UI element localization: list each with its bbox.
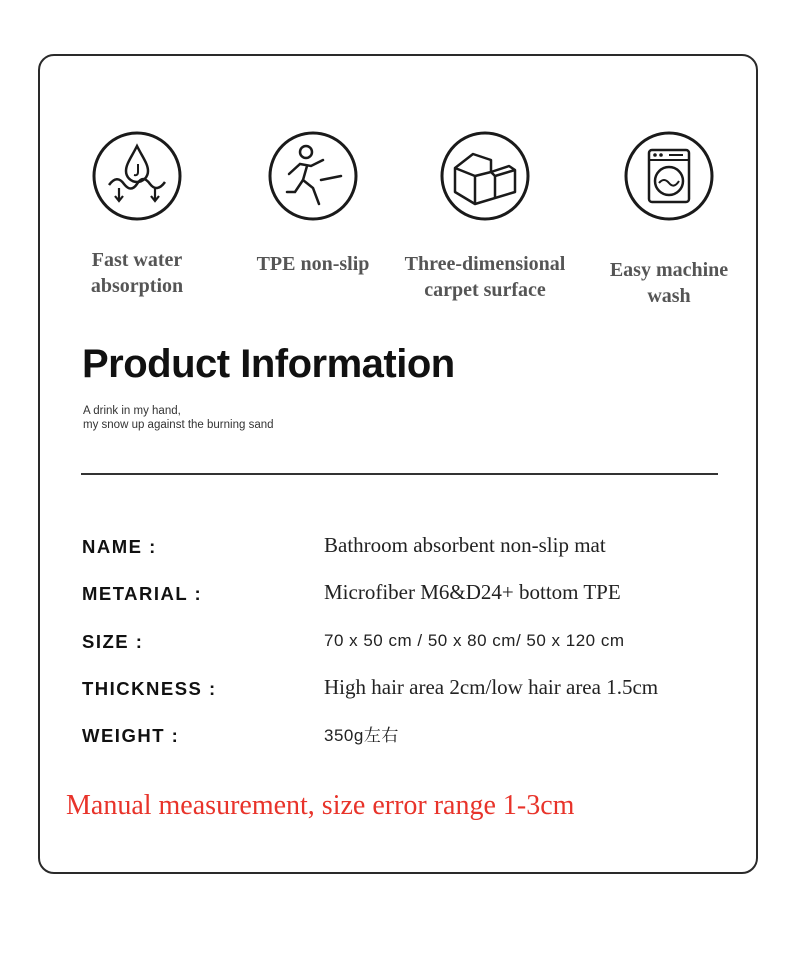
spec-value: High hair area 2cm/low hair area 1.5cm — [324, 675, 659, 699]
feature-label — [228, 251, 398, 277]
feature-label-line: Easy machine — [609, 259, 729, 281]
feature-label — [400, 251, 570, 303]
spec-value: 350g左右 — [324, 726, 399, 745]
steps-icon — [439, 130, 531, 222]
spec-key: WEIGHT : — [82, 725, 180, 746]
feature-fast-water-absorption — [52, 130, 222, 299]
page-title: Product Information — [82, 342, 455, 386]
feature-label-line: Three-dimensional — [404, 253, 566, 275]
divider — [81, 473, 718, 475]
feature-label-line: absorption — [90, 275, 184, 297]
spec-key: NAME : — [82, 536, 157, 557]
feature-tpe-non-slip — [228, 130, 398, 277]
slip-person-icon — [267, 130, 359, 222]
feature-label-line: carpet surface — [424, 279, 546, 301]
measurement-note: Manual measurement, size error range 1-3cm — [66, 790, 575, 821]
subtitle — [83, 404, 274, 432]
subtitle-line: A drink in my hand, — [83, 405, 181, 417]
feature-easy-machine-wash — [584, 130, 754, 309]
spec-value: Bathroom absorbent non-slip mat — [324, 533, 606, 557]
feature-three-dimensional-surface — [400, 130, 570, 303]
spec-value: 70 x 50 cm / 50 x 80 cm/ 50 x 120 cm — [324, 631, 625, 650]
feature-label-line: wash — [647, 285, 691, 307]
water-drop-icon — [91, 130, 183, 222]
spec-key: METARIAL : — [82, 583, 203, 604]
spec-value: Microfiber M6&D24+ bottom TPE — [324, 580, 621, 604]
feature-label-line: Fast water — [91, 249, 183, 271]
subtitle-line: my snow up against the burning sand — [83, 419, 274, 431]
washing-machine-icon — [623, 130, 715, 222]
feature-label — [52, 247, 222, 299]
feature-label-line: TPE non-slip — [256, 253, 370, 275]
spec-key: THICKNESS : — [82, 678, 217, 699]
feature-label — [584, 257, 754, 309]
spec-key: SIZE : — [82, 631, 144, 652]
